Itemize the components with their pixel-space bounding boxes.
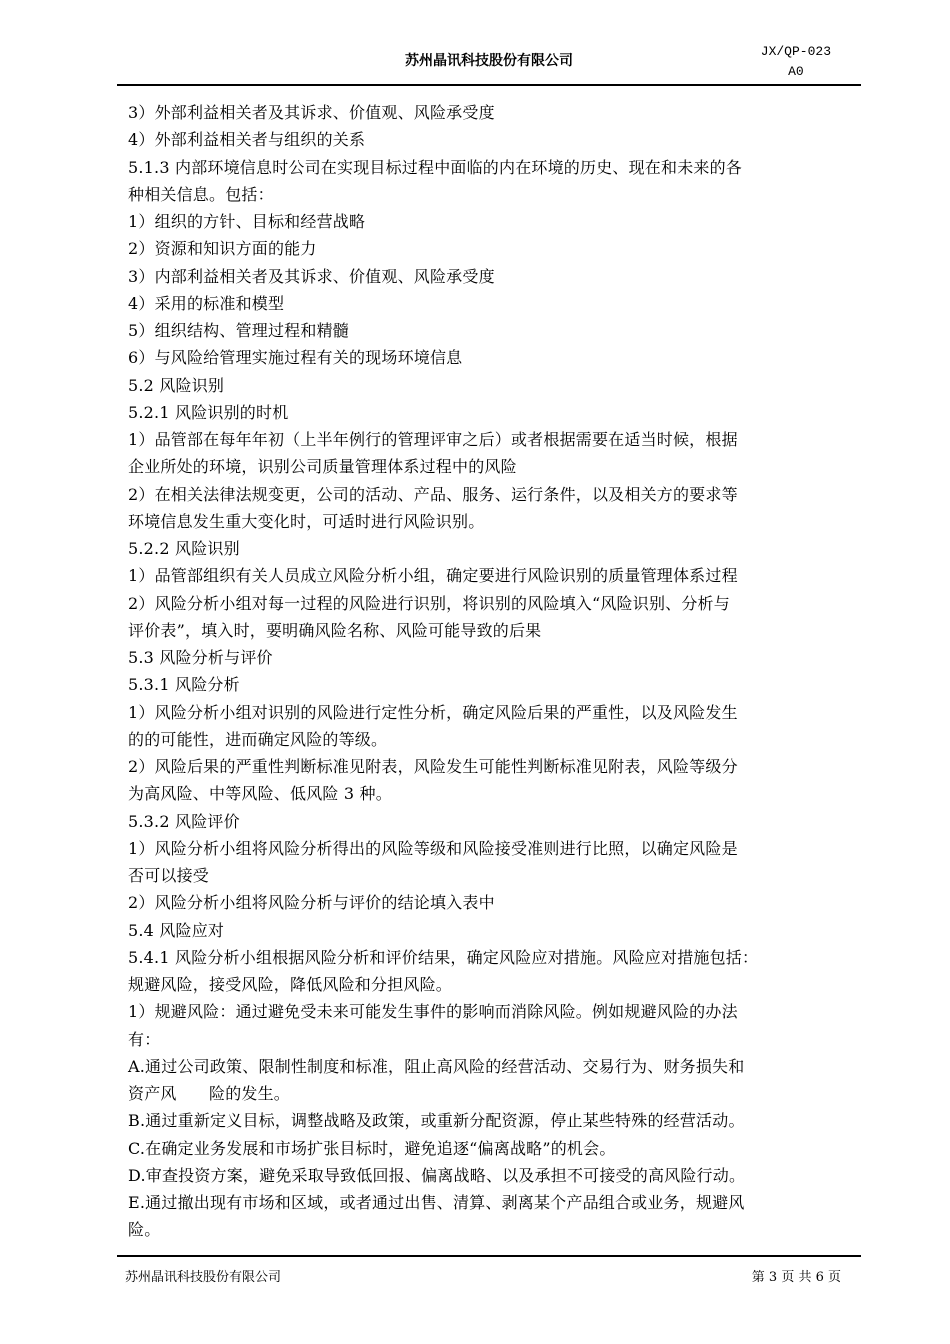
text-line: 5.2.2 风险识别 (128, 539, 240, 558)
text-line: 种相关信息。包括： (128, 184, 274, 204)
text-line: 3）内部利益相关者及其诉求、价值观、风险承受度 (128, 266, 495, 286)
text-line: 6）与风险给管理实施过程有关的现场环境信息 (128, 348, 463, 368)
text-line: 2）资源和知识方面的能力 (128, 239, 317, 259)
text-line: 1）品管部在每年年初（上半年例行的管理评审之后）或者根据需要在适当时候，根据 (128, 430, 738, 449)
text-line: A.通过公司政策、限制性制度和标准，阻止高风险的经营活动、交易行为、财务损失和 (128, 1056, 745, 1076)
text-line: 5）组织结构、管理过程和精髓 (128, 321, 349, 340)
text-line: 为高风险、中等风险、低风险 3 种。 (128, 784, 392, 804)
text-line: 1）组织的方针、目标和经营战略 (128, 212, 366, 231)
text-line: 1）风险分析小组对识别的风险进行定性分析，确定风险后果的严重性，以及风险发生 (128, 702, 738, 722)
footer-page-number: 第 3 页 共 6 页 (751, 1270, 841, 1285)
text-line: 4）外部利益相关者与组织的关系 (128, 130, 366, 150)
text-line: 否可以接受 (128, 866, 210, 885)
text-line: 2）风险后果的严重性判断标准见附表，风险发生可能性判断标准见附表，风险等级分 (128, 757, 738, 776)
text-line: 5.2 风险识别 (128, 375, 225, 395)
text-line: 1）规避风险：通过避免受未来可能发生事件的影响而消除风险。例如规避风险的办法 (128, 1002, 738, 1022)
header-company-name: 苏州晶讯科技股份有限公司 (405, 53, 573, 69)
text-line: 有： (128, 1029, 161, 1049)
document-code-block (761, 42, 831, 82)
text-line: 5.4 风险应对 (128, 920, 225, 940)
text-line: 5.2.1 风险识别的时机 (128, 402, 289, 422)
document-code: JX/QP-023 (760, 44, 831, 59)
text-line: 1）风险分析小组将风险分析得出的风险等级和风险接受准则进行比照，以确定风险是 (128, 838, 738, 858)
text-line: 5.3.2 风险评价 (128, 811, 240, 831)
text-line: 评价表”，填入时，要明确风险名称、风险可能导致的后果 (128, 620, 542, 640)
page-footer (117, 1255, 861, 1285)
document-body (128, 99, 858, 1244)
text-line: 1）品管部组织有关人员成立风险分析小组，确定要进行风险识别的质量管理体系过程 (128, 566, 738, 586)
text-line: 3）外部利益相关者及其诉求、价值观、风险承受度 (128, 103, 495, 122)
text-line: 2）在相关法律法规变更，公司的活动、产品、服务、运行条件，以及相关方的要求等 (128, 484, 738, 504)
text-line: 5.3.1 风险分析 (128, 675, 240, 695)
text-line: C.在确定业务发展和市场扩张目标时，避免追逐“偏离战略”的机会。 (128, 1138, 616, 1158)
text-line: E.通过撤出现有市场和区域，或者通过出售、清算、剥离某个产品组合或业务，规避风 (128, 1193, 745, 1212)
text-line: 2）风险分析小组将风险分析与评价的结论填入表中 (128, 893, 495, 913)
text-line: 环境信息发生重大变化时，可适时进行风险识别。 (128, 511, 485, 531)
page-header (117, 38, 861, 86)
text-line: 企业所处的环境，识别公司质量管理体系过程中的风险 (128, 457, 517, 477)
text-line: 5.4.1 风险分析小组根据风险分析和评价结果，确定风险应对措施。风险应对措施包括： (128, 947, 759, 967)
text-line: 5.3 风险分析与评价 (128, 648, 273, 667)
text-line: 资产风 险的发生。 (128, 1084, 291, 1103)
text-line: B.通过重新定义目标，调整战略及政策，或重新分配资源，停止某些特殊的经营活动。 (128, 1111, 745, 1131)
footer-company-name: 苏州晶讯科技股份有限公司 (125, 1270, 282, 1285)
text-line: D.审查投资方案，避免采取导致低回报、偏离战略、以及承担不可接受的高风险行动。 (128, 1165, 746, 1185)
text-line: 险。 (128, 1220, 161, 1240)
text-line: 5.1.3 内部环境信息时公司在实现目标过程中面临的内在环境的历史、现在和未来的各 (128, 157, 742, 177)
document-revision: A0 (788, 64, 804, 79)
text-line: 4）采用的标准和模型 (128, 293, 285, 313)
text-line: 规避风险，接受风险，降低风险和分担风险。 (128, 975, 453, 994)
text-line: 2）风险分析小组对每一过程的风险进行识别，将识别的风险填入“风险识别、分析与 (128, 593, 730, 613)
text-line: 的的可能性，进而确定风险的等级。 (128, 729, 388, 749)
